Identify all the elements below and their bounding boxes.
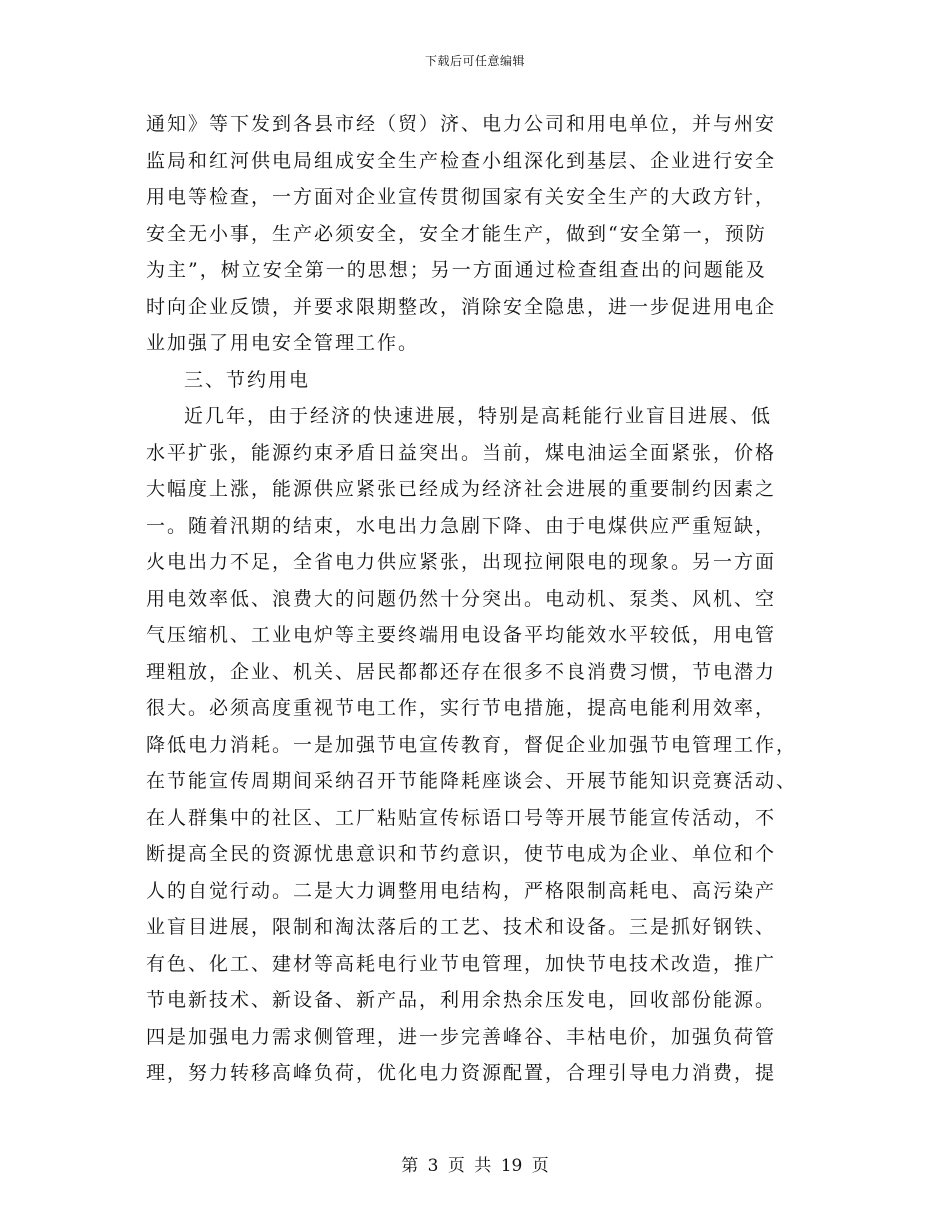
- text-line: 火电出力不足，全省电力供应紧张，出现拉闸限电的现象。另一方面: [146, 551, 777, 573]
- text-line: 理，努力转移高峰负荷，优化电力资源配置，合理引导电力消费，提: [146, 1062, 777, 1084]
- text-line: 用电效率低、浪费大的问题仍然十分突出。电动机、泵类、风机、空: [146, 587, 777, 610]
- text-line: 近几年，由于经济的快速进展，特别是高耗能行业盲目进展、低: [184, 405, 773, 427]
- text-line: 水平扩张，能源约束矛盾日益突出。当前，煤电油运全面紧张，价格: [146, 441, 777, 464]
- page-header: 下载后可任意编辑: [424, 54, 525, 68]
- text-line: 在节能宣传周期间采纳召开节能降耗座谈会、开展节能知识竞赛活动、: [146, 770, 798, 792]
- text-line: 大幅度上涨，能源供应紧张已经成为经济社会进展的重要制约因素之: [146, 478, 777, 500]
- text-line: 用电等检查，一方面对企业宣传贯彻国家有关安全生产的大政方针，: [146, 186, 777, 208]
- text-line: 四是加强电力需求侧管理，进一步完善峰谷、丰枯电价，加强负荷管: [146, 1025, 777, 1048]
- text-line: 安全无小事，生产必须安全，安全才能生产，做到“安全第一，预防: [146, 222, 767, 245]
- text-line: 有色、化工、建材等高耗电行业节电管理，加快节电技术改造，推广: [146, 952, 777, 975]
- text-line: 在人群集中的社区、工厂粘贴宣传标语口号等开展节能宣传活动，不: [146, 806, 777, 829]
- text-line: 节电新技术、新设备、新产品，利用余热余压发电，回收部份能源。: [146, 989, 777, 1011]
- text-line: 业盲目进展，限制和淘汰落后的工艺、技术和设备。三是抓好钢铁、: [146, 916, 777, 938]
- text-line: 气压缩机、工业电炉等主要终端用电设备平均能效水平较低，用电管: [146, 624, 777, 646]
- text-line: 业加强了用电安全管理工作。: [146, 332, 420, 354]
- document-body: [146, 106, 814, 1092]
- text-line: 监局和红河供电局组成安全生产检查小组深化到基层、企业进行安全: [146, 149, 777, 172]
- text-line: 降低电力消耗。一是加强节电宣传教育，督促企业加强节电管理工作，: [146, 733, 798, 756]
- text-line: 很大。必须高度重视节电工作，实行节电措施，提高电能利用效率，: [146, 697, 777, 719]
- text-line: 断提高全民的资源忧患意识和节约意识，使节电成为企业、单位和个: [146, 843, 777, 865]
- text-line: 理粗放，企业、机关、居民都都还存在很多不良消费习惯，节电潜力: [146, 660, 777, 683]
- text-line: 三、节约用电: [184, 368, 311, 391]
- text-line: 一。随着汛期的结束，水电出力急剧下降、由于电煤供应严重短缺，: [146, 514, 777, 537]
- text-line: 通知》等下发到各县市经（贸）济、电力公司和用电单位，并与州安: [146, 113, 777, 135]
- text-line: 时向企业反馈，并要求限期整改，消除安全隐患，进一步促进用电企: [146, 295, 777, 318]
- text-line: 为主”，树立安全第一的思想；另一方面通过检查组查出的问题能及: [146, 259, 767, 281]
- page-footer: 第 3 页 共 19 页: [401, 1156, 549, 1176]
- text-line: 人的自觉行动。二是大力调整用电结构，严格限制高耗电、高污染产: [146, 879, 777, 902]
